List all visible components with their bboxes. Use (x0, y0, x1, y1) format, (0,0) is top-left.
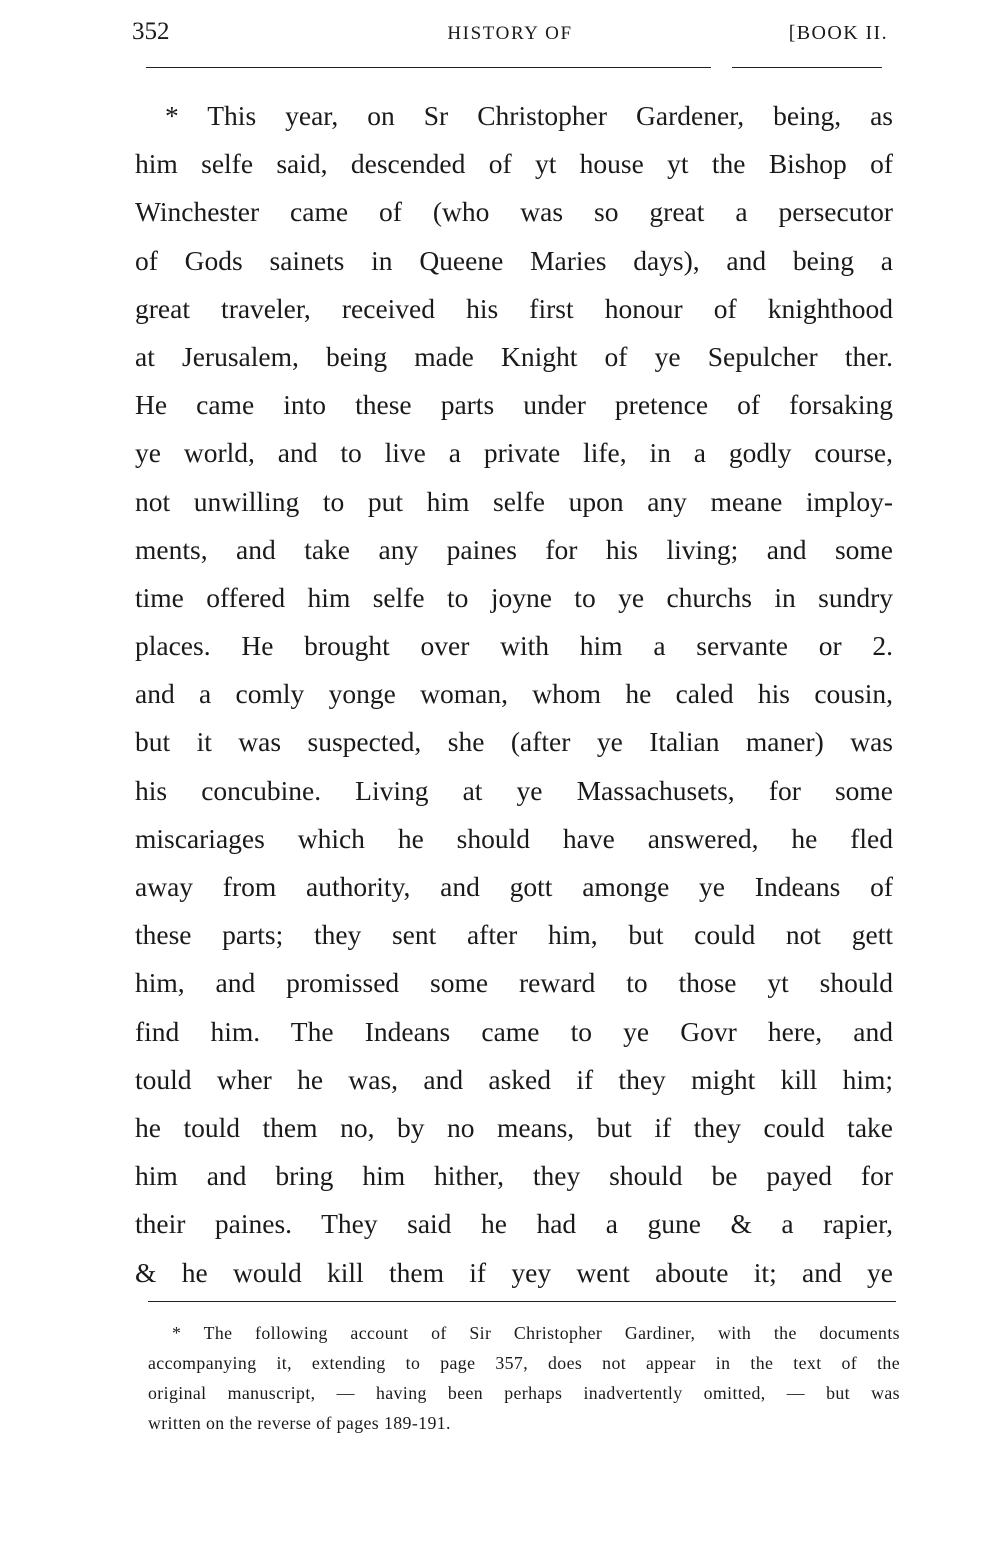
header-rule-right (732, 67, 882, 68)
text-line: miscariages which he should have answered, he fled (135, 822, 893, 854)
text-line: he tould them no, by no means, but if they could take (135, 1111, 893, 1143)
text-line: his concubine. Living at ye Massachusets, for some (135, 774, 893, 806)
text-line: these parts; they sent after him, but could not gett (135, 919, 893, 951)
text-line: time offered him selfe to joyne to ye churchs in sundry (135, 581, 893, 613)
text-line: him selfe said, descended of yt house yt the Bishop of (135, 148, 893, 180)
text-line: away from authority, and gott amonge ye Indeans of (135, 871, 893, 902)
page-number: 352 (132, 18, 170, 45)
book-label: [BOOK II. (788, 22, 888, 44)
running-title: HISTORY OF (447, 23, 573, 44)
footnote-line: written on the reverse of pages 189-191. (148, 1413, 451, 1433)
footnote-line: original manuscript, — having been perhaps inadvertently omitted, — but was (148, 1383, 900, 1403)
body-text (135, 92, 893, 1297)
text-line: him and bring him hither, they should be payed for (135, 1160, 893, 1192)
text-line: * This year, on Sr Christopher Gardener, being, as (165, 100, 893, 131)
text-line: Winchester came of (who was so great a persecutor (135, 196, 893, 228)
text-line: of Gods sainets in Queene Maries days), and being a (135, 244, 893, 276)
text-line: great traveler, received his first honour of knighthood (135, 292, 893, 324)
text-line: & he would kill them if yey went aboute it; and ye (135, 1256, 893, 1288)
text-line: tould wher he was, and asked if they might kill him; (135, 1063, 893, 1095)
header-rule (146, 67, 711, 68)
running-header (132, 18, 888, 52)
footnote-rule (148, 1301, 896, 1302)
text-line: find him. The Indeans came to ye Govr here, and (135, 1015, 893, 1047)
footnote (148, 1318, 900, 1438)
text-line: him, and promissed some reward to those yt should (135, 967, 893, 999)
text-line: but it was suspected, she (after ye Italian maner) was (135, 726, 893, 758)
text-line: not unwilling to put him selfe upon any meane imploy- (135, 485, 893, 517)
text-line: ye world, and to live a private life, in a godly course, (135, 437, 893, 469)
text-line: and a comly yonge woman, whom he caled his cousin, (135, 678, 893, 710)
text-line: places. He brought over with him a servante or 2. (135, 630, 893, 662)
text-line: ments, and take any paines for his living; and some (135, 533, 893, 565)
text-line: at Jerusalem, being made Knight of ye Sepulcher ther. (135, 340, 893, 372)
footnote-line: * The following account of Sir Christopher Gardiner, with the documents (172, 1323, 900, 1343)
text-line: He came into these parts under pretence of forsaking (135, 389, 893, 421)
footnote-line: accompanying it, extending to page 357, does not appear in the text of the (148, 1353, 900, 1373)
text-line: their paines. They said he had a gune & a rapier, (135, 1208, 893, 1240)
